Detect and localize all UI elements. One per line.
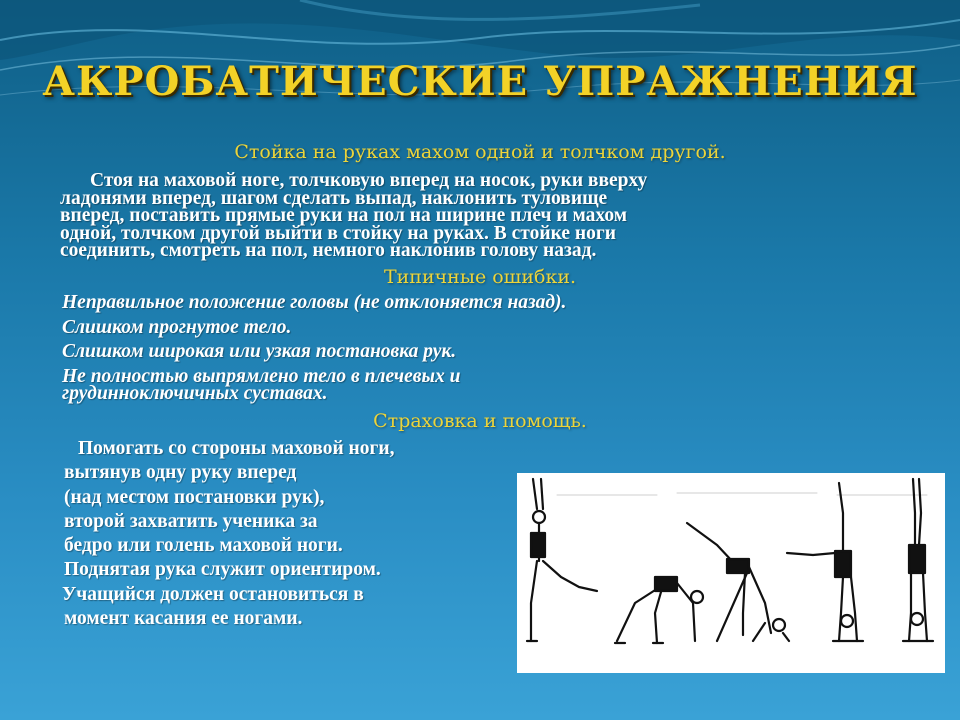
spotting-line: (над местом постановки рук), xyxy=(64,486,325,508)
figure-near-handstand xyxy=(787,483,863,641)
spotting-line: вытянув одну руку вперед xyxy=(64,462,297,484)
error-item: Не полностью выпрямлено тело в плечевых и xyxy=(62,365,461,387)
figure-swing xyxy=(687,523,789,641)
errors-list xyxy=(62,294,882,403)
technique-paragraph xyxy=(60,172,880,260)
error-item: Слишком прогнутое тело. xyxy=(62,316,292,338)
spotting-paragraph xyxy=(64,437,524,631)
technique-line: Стоя на маховой ноге, толчковую вперед на носок, руки вверху xyxy=(90,170,648,191)
spotting-line: Помогать со стороны маховой ноги, xyxy=(78,438,395,459)
spotting-line: Учащийся должен остановиться в xyxy=(62,583,364,605)
section-heading-errors: Типичные ошибки. xyxy=(383,266,577,288)
error-item: Слишком широкая или узкая постановка рук. xyxy=(62,341,457,362)
figure-lunge xyxy=(527,479,597,641)
error-item: Неправильное положение головы (не отклоняется назад). xyxy=(62,292,567,313)
spotting-line: момент касания ее ногами. xyxy=(64,608,303,630)
technique-line: одной, толчком другой выйти в стойку на руках. В стойке ноги xyxy=(60,222,616,244)
handstand-sequence-illustration xyxy=(517,473,945,673)
spotting-line: второй захватить ученика за xyxy=(64,510,318,532)
spotting-line: Поднятая рука служит ориентиром. xyxy=(64,559,381,581)
spotting-line: бедро или голень маховой ноги. xyxy=(64,535,343,557)
technique-line: соединить, смотреть на пол, немного наклонив голову назад. xyxy=(60,240,597,261)
section-heading-handstand: Стойка на руках махом одной и толчком другой. xyxy=(234,141,726,163)
figure-handstand xyxy=(903,479,933,641)
technique-line: ладонями вперед, шагом сделать выпад, наклонить туловище xyxy=(60,187,608,209)
slide-title: АКРОБАТИЧЕСКИЕ УПРАЖНЕНИЯ xyxy=(42,58,918,105)
section-heading-spotting: Страховка и помощь. xyxy=(373,410,587,432)
technique-line: вперед, поставить прямые руки на пол на ширине плеч и махом xyxy=(60,205,628,226)
error-item: грудинноключичных суставах. xyxy=(62,383,328,404)
figure-bend xyxy=(615,577,703,643)
